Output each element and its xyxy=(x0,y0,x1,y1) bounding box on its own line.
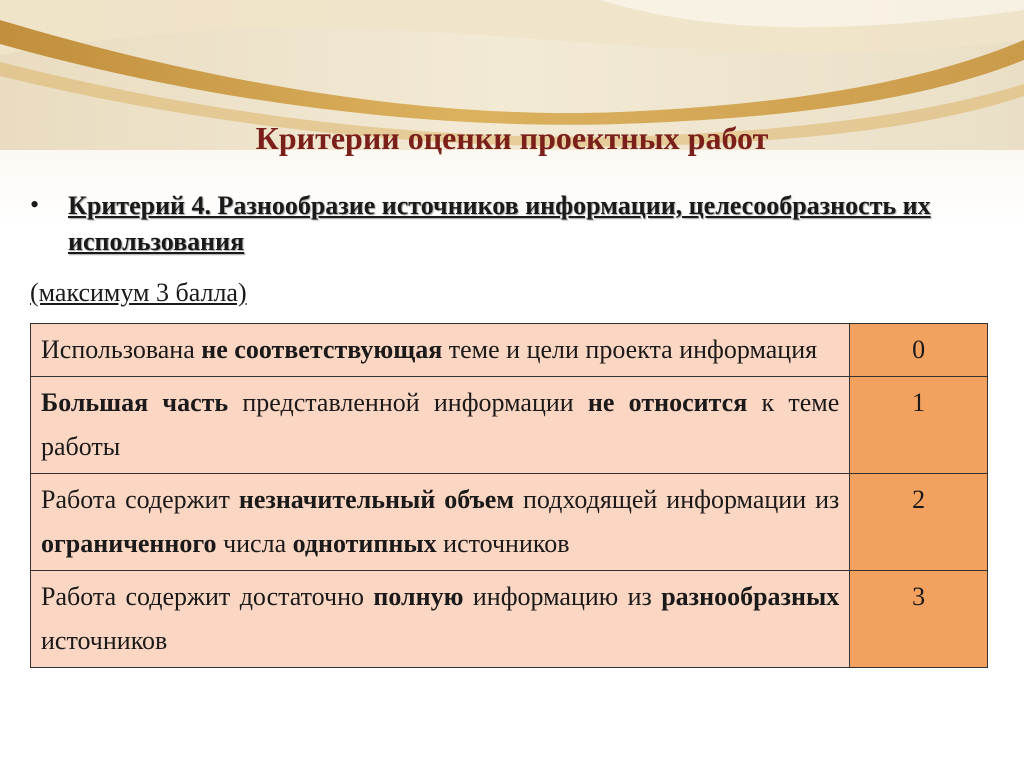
description-text: подходящей информации из xyxy=(514,485,840,514)
criterion-score: 0 xyxy=(850,324,988,377)
emphasis-text: не относится xyxy=(587,388,748,417)
emphasis-text: полную xyxy=(373,582,464,611)
slide-title: Критерии оценки проектных работ xyxy=(255,120,769,156)
table-row xyxy=(31,377,988,474)
bullet-icon: • xyxy=(30,190,40,219)
table-row xyxy=(31,324,988,377)
description-text: источников xyxy=(436,529,570,558)
description-text: числа xyxy=(216,529,293,558)
description-text: представленной информации xyxy=(228,388,588,417)
criterion-description xyxy=(31,571,850,668)
emphasis-text: ограниченного xyxy=(41,529,217,558)
description-text: Использована xyxy=(41,335,202,364)
description-text: Работа содержит достаточно xyxy=(41,582,374,611)
description-text: информацию из xyxy=(463,582,662,611)
description-text: Работа содержит xyxy=(41,485,239,514)
criterion-score: 1 xyxy=(850,377,988,474)
criterion-bullet xyxy=(30,188,990,260)
criterion-description xyxy=(31,324,850,377)
criterion-description xyxy=(31,474,850,571)
criteria-table xyxy=(30,323,988,668)
criterion-score: 2 xyxy=(850,474,988,571)
description-text: теме и цели проекта информация xyxy=(442,335,818,364)
criterion-score: 3 xyxy=(850,571,988,668)
criterion-heading: Критерий 4. Разнообразие источников информации, целесообразность их использования xyxy=(68,191,931,256)
emphasis-text: однотипных xyxy=(292,529,437,558)
emphasis-text: Большая часть xyxy=(41,388,229,417)
emphasis-text: разнообразных xyxy=(661,582,840,611)
emphasis-text: незначительный объем xyxy=(238,485,515,514)
description-text: к теме работы xyxy=(41,388,840,461)
max-points-note: (максимум 3 балла) xyxy=(30,278,247,307)
table-row xyxy=(31,571,988,668)
criterion-description xyxy=(31,377,850,474)
emphasis-text: не соответствующая xyxy=(201,335,443,364)
table-row xyxy=(31,474,988,571)
description-text: источников xyxy=(41,626,168,655)
